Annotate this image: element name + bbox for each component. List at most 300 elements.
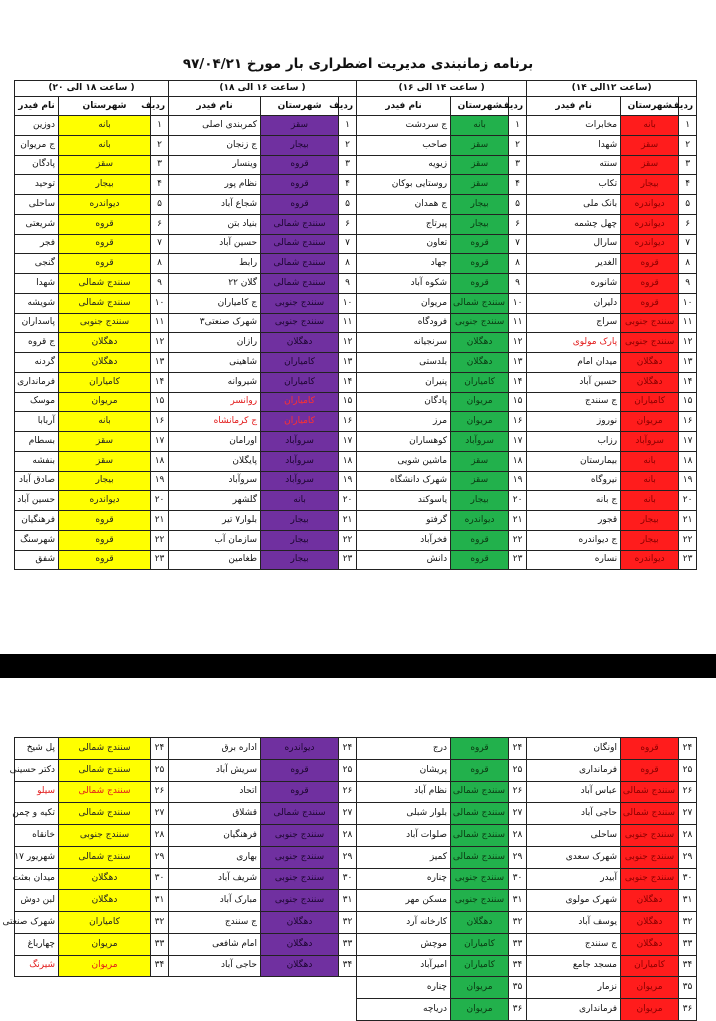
row-number-cell: ۱۹: [151, 471, 169, 491]
feeder-cell: سارال: [527, 234, 621, 254]
row-number-cell: ۲۹: [679, 846, 697, 868]
feeder-cell: حسین آباد: [15, 491, 59, 511]
row-number-cell: ۳۵: [509, 977, 527, 999]
feeder-cell: طغامین: [169, 550, 261, 570]
row-number-cell: ۲۷: [509, 803, 527, 825]
city-cell: بانه: [621, 451, 679, 471]
row-number-cell: ۸: [151, 254, 169, 274]
city-cell: بانه: [59, 116, 151, 136]
feeder-cell: حسین آباد: [169, 234, 261, 254]
table-row: [15, 412, 697, 432]
col-header-row: ردیف: [339, 97, 357, 116]
feeder-cell: ج مریوان: [15, 135, 59, 155]
row-number-cell: ۲۴: [339, 738, 357, 760]
feeder-cell: نظام پور: [169, 175, 261, 195]
city-cell: دیواندره: [621, 214, 679, 234]
row-number-cell: ۷: [679, 234, 697, 254]
feeder-cell: بنفشه: [15, 451, 59, 471]
feeder-cell: مسکن مهر: [357, 890, 451, 912]
feeder-cell: لبن دوش: [15, 890, 59, 912]
table-row: [15, 175, 697, 195]
col-header-row: ردیف: [509, 97, 527, 116]
feeder-cell: ج سنندج: [527, 933, 621, 955]
feeder-cell: پایگلان: [169, 451, 261, 471]
row-number-cell: ۱۸: [509, 451, 527, 471]
row-number-cell: ۱۳: [339, 353, 357, 373]
table-row: [15, 116, 697, 136]
row-number-cell: ۲۸: [679, 825, 697, 847]
row-number-cell: ۱۷: [679, 432, 697, 452]
city-cell: قروه: [621, 738, 679, 760]
city-cell: سنندج شمالی: [261, 234, 339, 254]
city-cell: سقز: [59, 432, 151, 452]
row-number-cell: ۱۳: [679, 353, 697, 373]
city-cell: مریوان: [451, 977, 509, 999]
city-cell: سقز: [451, 451, 509, 471]
feeder-cell: امیرآباد: [357, 955, 451, 977]
row-number-cell: ۱۰: [509, 293, 527, 313]
feeder-cell: فرودگاه: [357, 313, 451, 333]
feeder-cell: ساحلی: [15, 195, 59, 215]
row-number-cell: ۳۱: [339, 890, 357, 912]
city-cell: کامیاران: [451, 372, 509, 392]
table-row: [15, 511, 697, 531]
row-number-cell: ۲۲: [509, 530, 527, 550]
row-number-cell: ۱۱: [509, 313, 527, 333]
row-number-cell: ۲۸: [339, 825, 357, 847]
city-cell: قروه: [59, 254, 151, 274]
row-number-cell: ۲۰: [509, 491, 527, 511]
empty-cell: [15, 977, 59, 999]
feeder-cell: گردنه: [15, 353, 59, 373]
feeder-cell: ساحلی: [527, 825, 621, 847]
city-cell: سنندج شمالی: [261, 803, 339, 825]
city-cell: کامیاران: [59, 372, 151, 392]
table-row: [15, 214, 697, 234]
schedule-table-part-1: [14, 80, 697, 570]
feeder-cell: درج: [357, 738, 451, 760]
row-number-cell: ۲۵: [339, 759, 357, 781]
feeder-cell: بیمارستان: [527, 451, 621, 471]
feeder-cell: شریف آباد: [169, 868, 261, 890]
section-header-18-20: ( ساعت ۱۸ الی ۲۰): [15, 81, 169, 97]
feeder-cell: سراج: [527, 313, 621, 333]
feeder-cell: ج دیواندره: [527, 530, 621, 550]
feeder-cell: شهرک مولوی: [527, 890, 621, 912]
feeder-cell: نیروگاه: [527, 471, 621, 491]
feeder-cell: نزمار: [527, 977, 621, 999]
city-cell: کامیاران: [261, 412, 339, 432]
feeder-cell: وینسار: [169, 155, 261, 175]
feeder-cell: میدان بعثت: [15, 868, 59, 890]
empty-cell: [339, 999, 357, 1021]
feeder-cell: تکیه و چمن: [15, 803, 59, 825]
city-cell: دهگلان: [59, 890, 151, 912]
table-row: [15, 550, 697, 570]
feeder-cell: میدان امام: [527, 353, 621, 373]
row-number-cell: ۷: [151, 234, 169, 254]
schedule-table-top: [14, 80, 696, 570]
city-cell: دهگلان: [451, 333, 509, 353]
city-cell: قروه: [59, 214, 151, 234]
city-cell: سنندج شمالی: [621, 781, 679, 803]
feeder-cell: تکاب: [527, 175, 621, 195]
row-number-cell: ۲۵: [679, 759, 697, 781]
city-cell: سروآباد: [261, 471, 339, 491]
row-number-cell: ۲۲: [339, 530, 357, 550]
row-number-cell: ۱۶: [509, 412, 527, 432]
city-cell: سقز: [451, 155, 509, 175]
city-cell: قروه: [261, 759, 339, 781]
city-cell: دیواندره: [261, 738, 339, 760]
row-number-cell: ۲۳: [339, 550, 357, 570]
row-number-cell: ۱۹: [509, 471, 527, 491]
feeder-cell: کارخانه آرد: [357, 912, 451, 934]
city-cell: سنندج شمالی: [59, 274, 151, 294]
col-header-city: شهرستان: [621, 97, 679, 116]
feeder-cell: چناره: [357, 868, 451, 890]
city-cell: سروآباد: [621, 432, 679, 452]
city-cell: قروه: [261, 175, 339, 195]
feeder-cell: عباس آباد: [527, 781, 621, 803]
city-cell: قروه: [261, 155, 339, 175]
feeder-cell: قشلاق: [169, 803, 261, 825]
row-number-cell: ۳۵: [679, 977, 697, 999]
feeder-cell: فرمانداری: [15, 372, 59, 392]
city-cell: سقز: [59, 451, 151, 471]
feeder-cell: فجر: [15, 234, 59, 254]
row-number-cell: ۲۰: [679, 491, 697, 511]
city-cell: سنندج شمالی: [451, 293, 509, 313]
feeder-cell: روانسر: [169, 392, 261, 412]
feeder-cell: چهارباغ: [15, 933, 59, 955]
city-cell: دهگلان: [261, 955, 339, 977]
row-number-cell: ۳۳: [679, 933, 697, 955]
city-cell: سنندج جنوبی: [621, 333, 679, 353]
city-cell: مریوان: [451, 999, 509, 1021]
row-number-cell: ۲۹: [339, 846, 357, 868]
row-number-cell: ۲۴: [151, 738, 169, 760]
city-cell: مریوان: [451, 412, 509, 432]
row-number-cell: ۳۳: [509, 933, 527, 955]
feeder-cell: شانوره: [527, 274, 621, 294]
row-number-cell: ۳۶: [509, 999, 527, 1021]
feeder-cell: بنیاد بتن: [169, 214, 261, 234]
col-header-city: شهرستان: [451, 97, 509, 116]
feeder-cell: گرفتو: [357, 511, 451, 531]
feeder-cell: سازمان آب: [169, 530, 261, 550]
feeder-cell: رزاب: [527, 432, 621, 452]
row-number-cell: ۱: [509, 116, 527, 136]
city-cell: سنندج جنوبی: [261, 293, 339, 313]
feeder-cell: شجاع آباد: [169, 195, 261, 215]
row-number-cell: ۳۳: [151, 933, 169, 955]
feeder-cell: شهریور ۱۷: [15, 846, 59, 868]
city-cell: قروه: [451, 550, 509, 570]
feeder-cell: توحید: [15, 175, 59, 195]
city-cell: سقز: [261, 116, 339, 136]
row-number-cell: ۱: [339, 116, 357, 136]
row-number-cell: ۳۴: [151, 955, 169, 977]
feeder-cell: پریشان: [357, 759, 451, 781]
row-number-cell: ۹: [679, 274, 697, 294]
row-number-cell: ۱۲: [679, 333, 697, 353]
table-row: [15, 254, 697, 274]
city-cell: مریوان: [59, 955, 151, 977]
row-number-cell: ۱۷: [339, 432, 357, 452]
city-cell: قروه: [451, 738, 509, 760]
row-number-cell: ۴: [509, 175, 527, 195]
row-number-cell: ۳۴: [509, 955, 527, 977]
feeder-cell: روستایی بوکان: [357, 175, 451, 195]
feeder-cell: ج سردشت: [357, 116, 451, 136]
row-number-cell: ۱۰: [339, 293, 357, 313]
feeder-cell: صلوات آباد: [357, 825, 451, 847]
city-cell: سقز: [621, 155, 679, 175]
city-cell: دهگلان: [451, 353, 509, 373]
row-number-cell: ۲۷: [679, 803, 697, 825]
city-cell: مریوان: [621, 412, 679, 432]
feeder-cell: بسطام: [15, 432, 59, 452]
city-cell: قروه: [451, 759, 509, 781]
table-row: [15, 195, 697, 215]
city-cell: مریوان: [59, 392, 151, 412]
row-number-cell: ۳۳: [339, 933, 357, 955]
feeder-cell: حاجی آباد: [169, 955, 261, 977]
feeder-cell: کمیز: [357, 846, 451, 868]
feeder-cell: شهدا: [15, 274, 59, 294]
feeder-cell: یوسف آباد: [527, 912, 621, 934]
empty-cell: [15, 999, 59, 1021]
feeder-cell: دلیران: [527, 293, 621, 313]
row-number-cell: ۲۲: [679, 530, 697, 550]
city-cell: قروه: [621, 274, 679, 294]
feeder-cell: شیروانه: [169, 372, 261, 392]
feeder-cell: شهرک صنعتی: [15, 912, 59, 934]
feeder-cell: شهرسنگ: [15, 530, 59, 550]
col-header-city: شهرستان: [59, 97, 151, 116]
empty-cell: [151, 977, 169, 999]
city-cell: سنندج شمالی: [451, 781, 509, 803]
city-cell: بیجار: [451, 214, 509, 234]
col-header-row: ردیف: [679, 97, 697, 116]
row-number-cell: ۹: [339, 274, 357, 294]
feeder-cell: قجور: [527, 511, 621, 531]
city-cell: سروآباد: [261, 451, 339, 471]
row-number-cell: ۱۵: [679, 392, 697, 412]
row-number-cell: ۴: [339, 175, 357, 195]
feeder-cell: فرمانداری: [527, 999, 621, 1021]
city-cell: سنندج شمالی: [451, 803, 509, 825]
feeder-cell: کوهساران: [357, 432, 451, 452]
row-number-cell: ۵: [151, 195, 169, 215]
table-row: [15, 372, 697, 392]
row-number-cell: ۱۱: [151, 313, 169, 333]
row-number-cell: ۱۷: [151, 432, 169, 452]
city-cell: قروه: [59, 234, 151, 254]
section-header-14-16: ( ساعت ۱۴ الی ۱۶): [357, 81, 527, 97]
feeder-cell: چناره: [357, 977, 451, 999]
row-number-cell: ۱۶: [679, 412, 697, 432]
row-number-cell: ۲۸: [509, 825, 527, 847]
city-cell: کامیاران: [451, 933, 509, 955]
city-cell: مریوان: [59, 933, 151, 955]
row-number-cell: ۲: [509, 135, 527, 155]
city-cell: بیجار: [451, 195, 509, 215]
row-number-cell: ۳۰: [151, 868, 169, 890]
feeder-cell: سنته: [527, 155, 621, 175]
city-cell: قروه: [261, 195, 339, 215]
row-number-cell: ۶: [151, 214, 169, 234]
city-cell: سنندج شمالی: [261, 254, 339, 274]
city-cell: کامیاران: [621, 955, 679, 977]
feeder-cell: شهرک سعدی: [527, 846, 621, 868]
city-cell: بیجار: [621, 530, 679, 550]
feeder-cell: رازان: [169, 333, 261, 353]
city-cell: سنندج جنوبی: [59, 825, 151, 847]
city-cell: سقز: [59, 155, 151, 175]
row-number-cell: ۱۸: [151, 451, 169, 471]
city-cell: سنندج جنوبی: [451, 890, 509, 912]
city-cell: کامیاران: [261, 392, 339, 412]
table-row: [15, 977, 697, 999]
city-cell: سروآباد: [451, 432, 509, 452]
row-number-cell: ۴: [151, 175, 169, 195]
table-row: [15, 135, 697, 155]
row-number-cell: ۲۵: [509, 759, 527, 781]
feeder-cell: فخرآباد: [357, 530, 451, 550]
city-cell: سنندج جنوبی: [261, 313, 339, 333]
row-number-cell: ۳۲: [679, 912, 697, 934]
row-number-cell: ۳: [509, 155, 527, 175]
table-row: [15, 933, 697, 955]
feeder-cell: اونگان: [527, 738, 621, 760]
row-number-cell: ۲۶: [509, 781, 527, 803]
row-number-cell: ۵: [509, 195, 527, 215]
row-number-cell: ۱۴: [679, 372, 697, 392]
feeder-cell: مریوان: [357, 293, 451, 313]
city-cell: سنندج جنوبی: [621, 825, 679, 847]
feeder-cell: گلان ۲۲: [169, 274, 261, 294]
feeder-cell: امام شافعی: [169, 933, 261, 955]
table-row: [15, 392, 697, 412]
city-cell: بانه: [59, 135, 151, 155]
city-cell: سقز: [451, 471, 509, 491]
city-cell: سنندج شمالی: [59, 759, 151, 781]
row-number-cell: ۲۱: [679, 511, 697, 531]
col-header-feeder: نام فیدر: [169, 97, 261, 116]
city-cell: کامیاران: [451, 955, 509, 977]
city-cell: قروه: [451, 530, 509, 550]
page-title: برنامه زمانبندی مدیریت اضطراری بار مورخ ۹۷/۰۴/۲۱: [182, 56, 534, 72]
row-number-cell: ۲۰: [151, 491, 169, 511]
feeder-cell: ج همدان: [357, 195, 451, 215]
row-number-cell: ۵: [339, 195, 357, 215]
row-number-cell: ۲: [151, 135, 169, 155]
city-cell: دهگلان: [621, 933, 679, 955]
row-number-cell: ۲۲: [151, 530, 169, 550]
city-cell: سنندج شمالی: [451, 825, 509, 847]
city-cell: بانه: [621, 116, 679, 136]
row-number-cell: ۱۴: [151, 372, 169, 392]
feeder-cell: ماشین شویی: [357, 451, 451, 471]
city-cell: مریوان: [621, 977, 679, 999]
feeder-cell: دوزین: [15, 116, 59, 136]
city-cell: بیجار: [261, 550, 339, 570]
feeder-cell: مبارک آباد: [169, 890, 261, 912]
row-number-cell: ۳۴: [339, 955, 357, 977]
row-number-cell: ۱۸: [679, 451, 697, 471]
row-number-cell: ۲۱: [151, 511, 169, 531]
city-cell: بیجار: [59, 175, 151, 195]
row-number-cell: ۴: [679, 175, 697, 195]
city-cell: سنندج جنوبی: [621, 846, 679, 868]
city-cell: سقز: [451, 135, 509, 155]
feeder-cell: سیلو: [15, 781, 59, 803]
feeder-cell: شویشه: [15, 293, 59, 313]
city-cell: بانه: [261, 491, 339, 511]
separator-band: [0, 654, 716, 678]
feeder-cell: ج زنجان: [169, 135, 261, 155]
feeder-cell: زیویه: [357, 155, 451, 175]
city-cell: قروه: [621, 254, 679, 274]
feeder-cell: اورامان: [169, 432, 261, 452]
separator-gap: [0, 678, 716, 738]
feeder-cell: کمربندی اصلی: [169, 116, 261, 136]
city-cell: سنندج جنوبی: [261, 868, 339, 890]
city-cell: سنندج جنوبی: [621, 313, 679, 333]
col-header-feeder: نام فیدر: [527, 97, 621, 116]
row-number-cell: ۱۵: [151, 392, 169, 412]
feeder-cell: ج بانه: [527, 491, 621, 511]
row-number-cell: ۱۹: [679, 471, 697, 491]
row-number-cell: ۲: [679, 135, 697, 155]
feeder-cell: ج سنندج: [527, 392, 621, 412]
row-number-cell: ۵: [679, 195, 697, 215]
row-number-cell: ۳۲: [151, 912, 169, 934]
feeder-cell: دریاچه: [357, 999, 451, 1021]
empty-cell: [339, 977, 357, 999]
table-row: [15, 353, 697, 373]
city-cell: بانه: [621, 471, 679, 491]
city-cell: دهگلان: [621, 353, 679, 373]
row-number-cell: ۷: [509, 234, 527, 254]
table-row: [15, 912, 697, 934]
feeder-cell: شهرک صنعتی۳: [169, 313, 261, 333]
table-row: [15, 803, 697, 825]
city-cell: قروه: [621, 759, 679, 781]
city-cell: سنندج جنوبی: [451, 313, 509, 333]
feeder-cell: مسجد جامع: [527, 955, 621, 977]
row-number-cell: ۳۰: [509, 868, 527, 890]
feeder-cell: بلدستی: [357, 353, 451, 373]
feeder-cell: پاسداران: [15, 313, 59, 333]
city-cell: سنندج جنوبی: [261, 846, 339, 868]
city-cell: سنندج شمالی: [59, 846, 151, 868]
feeder-cell: شکوه آباد: [357, 274, 451, 294]
col-header-feeder: نام فیدر: [357, 97, 451, 116]
table-body-1: [15, 116, 697, 570]
feeder-cell: مخابرات: [527, 116, 621, 136]
feeder-cell: چهل چشمه: [527, 214, 621, 234]
feeder-cell: آربابا: [15, 412, 59, 432]
row-number-cell: ۱۷: [509, 432, 527, 452]
row-number-cell: ۲۶: [151, 781, 169, 803]
city-cell: سنندج شمالی: [59, 738, 151, 760]
city-cell: بیجار: [59, 471, 151, 491]
row-number-cell: ۳۲: [339, 912, 357, 934]
feeder-cell: شریعتی: [15, 214, 59, 234]
